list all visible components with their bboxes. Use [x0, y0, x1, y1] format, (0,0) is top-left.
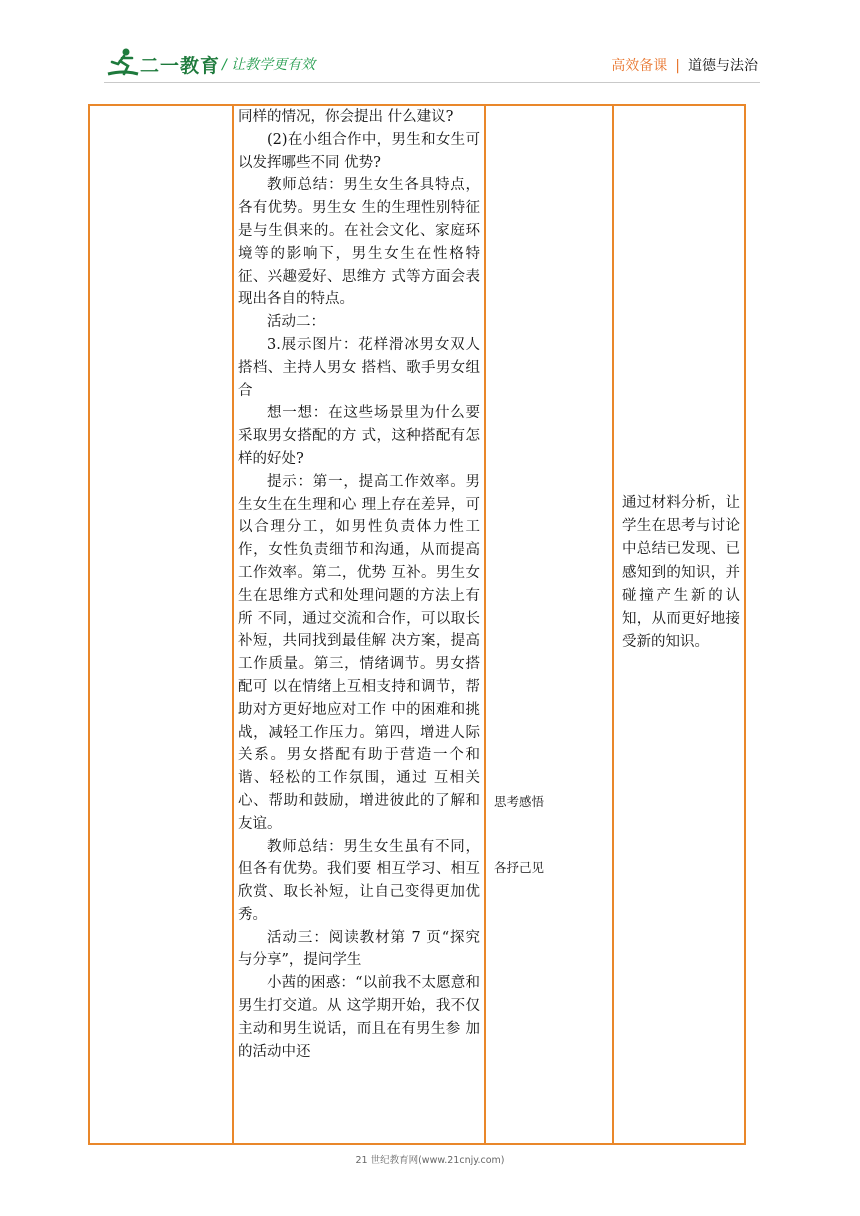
lesson-paragraph: 教师总结：男生女生各具特点，各有优势。男生女 生的生理性别特征是与生俱来的。在社会文化、家庭环 境等的影响下，男生女生在性格特征、兴趣爱好、思维方 式等方面会表现出各自的特点。: [238, 177, 480, 308]
lesson-paragraph: 小茜的困惑：“以前我不太愿意和男生打交道。从 这学期开始，我不仅主动和男生说话，而且在有男生参 加的活动中还: [238, 975, 480, 1060]
lesson-paragraph: 教师总结：男生女生虽有不同，但各有优势。我们要 相互学习、相互欣赏、取长补短，让自己变得更加优秀。: [238, 838, 480, 923]
student-activity-reflect: 思考感悟: [494, 794, 545, 809]
lesson-paragraph: (2)在小组合作中，男生和女生可以发挥哪些不同 优势?: [238, 131, 480, 171]
column-divider: [612, 104, 614, 1145]
teaching-process-cell: [238, 106, 480, 1063]
header-course: [611, 55, 758, 75]
brand-slogan: / 让教学更有效: [222, 57, 316, 73]
header-divider: [104, 82, 760, 83]
header-separator: |: [675, 58, 680, 74]
page-footer: 21 世纪教育网(www.21cnjy.com): [355, 1155, 505, 1166]
lesson-paragraph: 活动三：阅读教材第 7 页“探究与分享”，提问学生: [238, 929, 480, 969]
lesson-paragraph: 3.展示图片：花样滑冰男女双人搭档、主持人男女 搭档、歌手男女组合: [238, 336, 480, 399]
student-activity-express: 各抒己见: [494, 860, 545, 875]
brand-name: 二一教育: [140, 55, 221, 77]
lesson-paragraph: 活动二：: [267, 314, 325, 331]
header-subject: 道德与法治: [688, 58, 758, 74]
lesson-paragraph: 提示：第一，提高工作效率。男生女生在生理和心 理上存在差异，可以合理分工，如男性负责体力性工作，女性负责细节和沟通，从而提高工作效率。第二，优势 互补。男生女生在思维方式和处理问题的方法上有所 不同，通过交流和合作，可以取长补短，共同找到最佳解 决方案，提高工作质量。第三，情绪调节。男女搭配可 以在情绪上互相支持和调节，帮助对方更好地应对工作 中的困难和挑战，减轻工作压力。第四，增进人际关系。男女搭配有助于营造一个和谐、轻松的工作氛围，通过 互相关心、帮助和鼓励，增进彼此的了解和友谊。: [238, 473, 480, 832]
header-label-efficient: 高效备课: [611, 58, 668, 74]
page-header: [0, 0, 860, 100]
lesson-paragraph: 同样的情况，你会提出 什么建议?: [238, 109, 454, 125]
column-divider: [484, 104, 486, 1145]
design-intent-cell: 通过材料分析，让学生在思考与讨论中总结已发现、已感知到的知识，并碰撞产生新的认知，从而更好地接受新的知识。: [622, 495, 740, 651]
lesson-paragraph: 想一想：在这些场景里为什么要采取男女搭配的方 式，这种搭配有怎样的好处?: [238, 405, 480, 467]
column-divider: [232, 104, 234, 1145]
